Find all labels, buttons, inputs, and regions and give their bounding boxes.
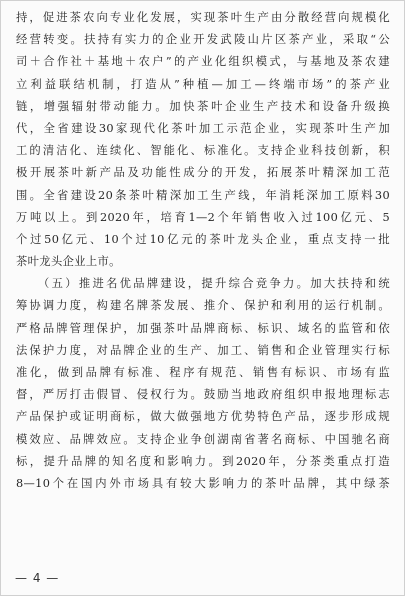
document-body: [16, 7, 390, 495]
text-line: 8—10个在国内外市场具有较大影响力的茶叶品牌，其中绿茶: [16, 476, 390, 490]
text-line: 督，严厉打击假冒、侵权行为。鼓励当地政府组织申报地理标志: [16, 388, 390, 402]
text-line: 围。全省建设20条茶叶精深加工生产线，年消耗深加工原料30: [16, 188, 390, 202]
text-line: 法保护力度，对品牌企业的生产、加工、销售和企业管理实行标: [16, 343, 390, 357]
text-line: 司＋合作社＋基地＋农户”的产业化组织模式，与基地及茶农建: [16, 55, 390, 69]
text-line: 个过50亿元、10个过10亿元的茶叶龙头企业，重点支持一批: [16, 232, 390, 246]
paragraph-end-line: 茶叶龙头企业上市。: [16, 255, 121, 269]
text-line: 准化，做到品牌有标准、程序有规范、销售有标识、市场有监: [16, 366, 390, 379]
section-heading-line: （五）推进名优品牌建设，提升综合竞争力。加大扶持和统: [38, 277, 390, 291]
text-line: 产品保护或证明商标，做大做强地方优势特色产品，逐步形成规: [16, 410, 390, 424]
text-line: 标，提升品牌的知名度和影响力。到2020年，分茶类重点打造: [16, 454, 390, 468]
text-line: 极开展茶叶新产品及功能性成分的开发，拓展茶叶精深加工范: [16, 166, 390, 180]
text-line: 工的清洁化、连续化、智能化、标准化。支持企业科技创新，积: [16, 144, 390, 158]
text-line: 链，增强辐射带动能力。加快茶叶企业生产技术和设备升级换: [16, 99, 390, 113]
text-line: 持，促进茶农向专业化发展，实现茶叶生产由分散经营向规模化: [16, 11, 390, 24]
text-line: 立利益联结机制，打造从”种植—加工—终端市场”的茶产业: [16, 77, 390, 91]
page-number: — 4 —: [15, 571, 60, 585]
text-line: 代，全省建设30家现代化茶叶加工示范企业，实现茶叶生产加: [16, 121, 390, 135]
text-line: 万吨以上。到2020年，培育1—2个年销售收入过100亿元、5: [16, 210, 390, 224]
text-line: 模效应、品牌效应。支持企业争创湖南省著名商标、中国驰名商: [16, 432, 390, 446]
text-line: 严格品牌管理保护，加强茶叶品牌商标、标识、域名的监管和依: [16, 321, 390, 335]
text-line: 筹协调力度，构建名牌茶发展、推介、保护和利用的运行机制。: [16, 299, 390, 313]
text-line: 经营转变。扶持有实力的企业开发武陵山片区茶产业，采取“公: [16, 33, 390, 47]
